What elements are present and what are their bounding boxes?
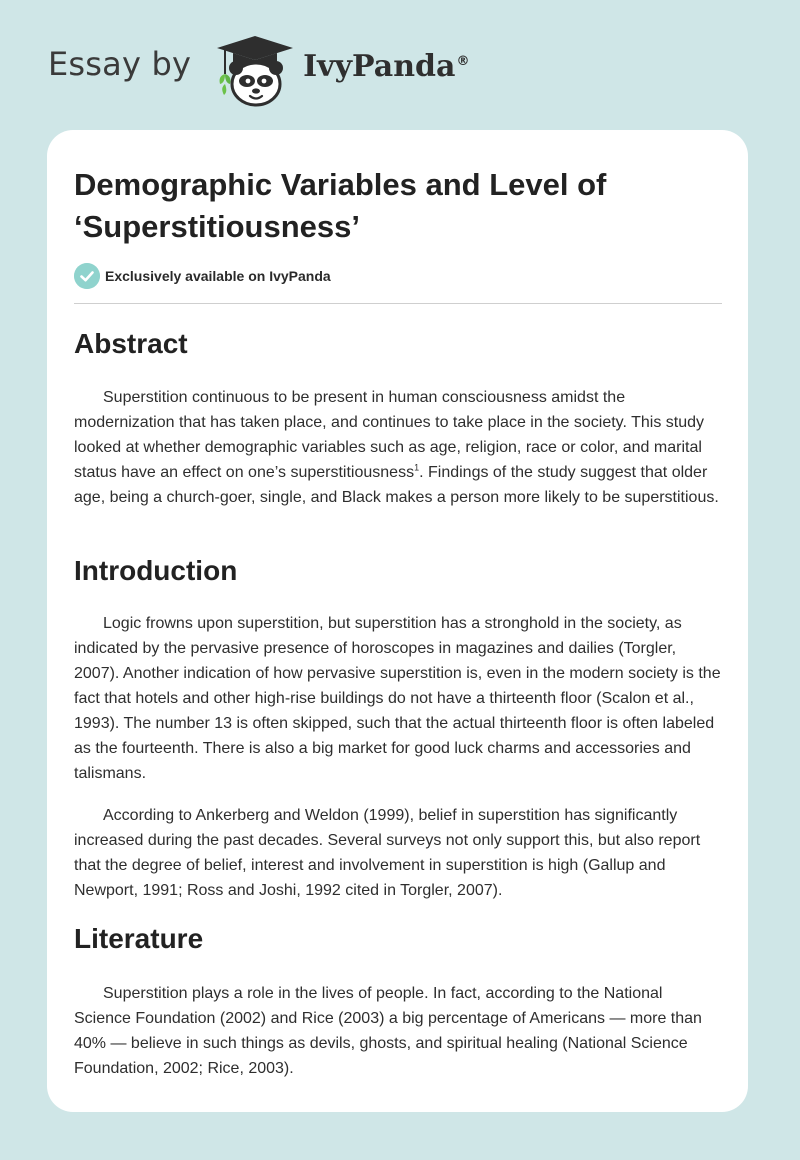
- section-heading-introduction: Introduction: [74, 555, 238, 586]
- abstract-paragraph: [74, 385, 722, 510]
- registered-mark: ®: [456, 53, 470, 69]
- section-heading-abstract: Abstract: [74, 328, 188, 359]
- brand-name: IvyPanda®: [303, 48, 470, 84]
- check-circle-icon: [74, 263, 100, 289]
- introduction-paragraph-2: According to Ankerberg and Weldon (1999), belief in superstition has significantly increased during the past decades. Several surveys not only support this, but also report that the degree of belief, interest and involvement in superstition is high (Gallup and Newport, 1991; Ross and Joshi, 1992 cited in Torgler, 2007).: [74, 807, 701, 899]
- essay-title: Demographic Variables and Level of ‘Superstitiousness’: [74, 167, 607, 244]
- panda-graduate-logo-icon: [209, 30, 301, 110]
- literature-paragraph-1: Superstition plays a role in the lives of people. In fact, according to the National Science Foundation (2002) and Rice (2003) a big percentage of Americans — more than 40% — believe in such things as devils, ghosts, and spiritual healing (National Science Foundation, 2002; Rice, 2003).: [74, 985, 702, 1077]
- section-heading-literature: Literature: [74, 923, 204, 954]
- footnote-ref[interactable]: 1: [414, 462, 420, 473]
- introduction-paragraph-1: Logic frowns upon superstition, but superstition has a stronghold in the society, as indicated by the pervasive presence of horoscopes in magazines and dailies (Torgler, 2007). Another indication of how pervasive superstition is, even in the modern society is the fact that hotels and other high-rise buildings do not have a thirteenth floor (Scalon et al., 1993). The number 13 is often skipped, such that the actual thirteenth floor is often labeled as the fourteenth. There is also a big market for good luck charms and accessories and talismans.: [74, 615, 721, 782]
- essay-card: [47, 130, 748, 1112]
- exclusive-badge-text: Exclusively available on IvyPanda: [105, 268, 331, 284]
- abstract-text: Superstition continuous to be present in human consciousness amidst the modernization that has taken place, and continues to take place in the society. This study looked at whether demographic variables such as age, religion, race or color, and marital status have an effect on one’s superstitiousness: [74, 389, 705, 481]
- brand-prefix: Essay by: [48, 45, 192, 83]
- abstract-text-continued: . Findings of the study suggest that older age, being a church-goer, single, and Black makes a person more likely to be superstitious.: [74, 464, 719, 506]
- site-brand[interactable]: [48, 30, 469, 110]
- exclusive-badge: [74, 263, 331, 289]
- title-divider: [74, 303, 722, 304]
